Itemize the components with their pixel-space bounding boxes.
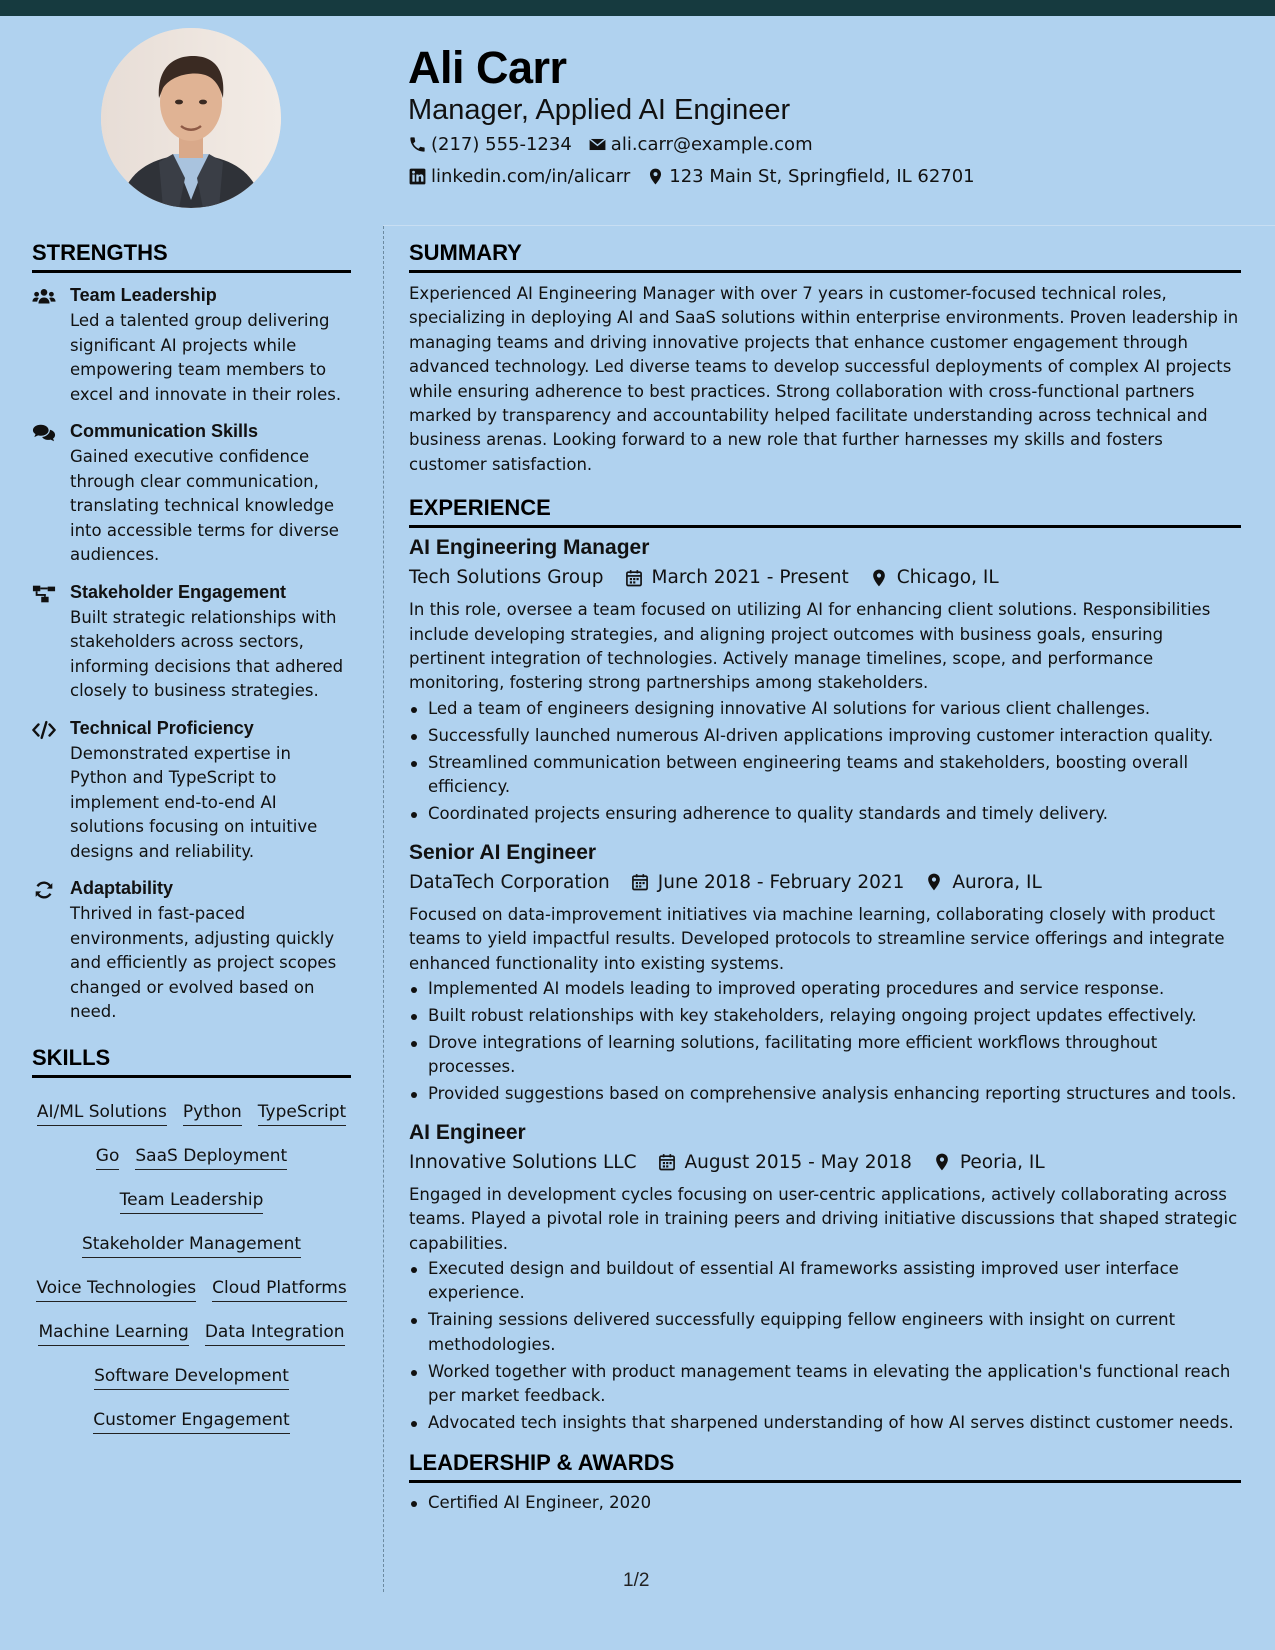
skill-tag: Customer Engagement [93,1401,289,1434]
skill-tag: Voice Technologies [36,1269,196,1302]
strength-desc: Thrived in fast-paced environments, adjusting quickly and efficiently as project scopes changed or evolved based on need. [70,904,337,1021]
job-entry [409,1121,1241,1436]
map-marker-icon [869,568,889,588]
strengths-heading: STRENGTHS [32,240,351,273]
skill-tag: Go [96,1137,120,1170]
users-icon [32,285,58,407]
contact-row-2 [408,166,975,187]
job-bullets [409,697,1241,827]
experience-list [409,536,1241,1435]
job-bullet: Worked together with product management teams in elevating the application's functional reach per market feedback. [409,1360,1241,1409]
job-bullet: Executed design and buildout of essential AI frameworks assisting improved user interface experience. [409,1257,1241,1306]
left-column [32,240,351,1440]
calendar-icon [630,872,650,892]
company-name: Tech Solutions Group [409,567,604,589]
page-number: 1/2 [623,1570,650,1591]
job-bullets [409,977,1241,1107]
skill-tag: AI/ML Solutions [37,1093,167,1126]
candidate-title: Manager, Applied AI Engineer [408,94,791,126]
job-bullet: Provided suggestions based on comprehensive analysis enhancing reporting structures and tools. [409,1082,1241,1106]
right-column [409,240,1241,1518]
strengths-list [32,285,351,1025]
contact-row-1 [408,134,813,155]
strength-name: Adaptability [70,878,174,898]
column-divider [383,226,384,1592]
leadership-heading: LEADERSHIP & AWARDS [409,1450,1241,1483]
job-meta [409,567,1241,588]
job-bullet: Led a team of engineers designing innovative AI solutions for various client challenges. [409,697,1241,721]
strength-desc: Demonstrated expertise in Python and TypeScript to implement end-to-end AI solutions focusing on intuitive designs and reliability. [70,743,318,861]
map-marker-icon [932,1152,952,1172]
company-name: DataTech Corporation [409,871,610,893]
strength-name: Technical Proficiency [70,717,254,738]
job-dates: August 2015 - May 2018 [684,1151,912,1173]
skills-list [32,1088,351,1440]
job-meta [409,1152,1241,1173]
skill-tag: Software Development [94,1357,289,1390]
calendar-icon [657,1152,677,1172]
skill-tag: TypeScript [258,1093,346,1126]
job-entry [409,536,1241,826]
strength-item [32,878,351,1025]
job-bullet: Successfully launched numerous AI-driven applications improving customer interaction quality. [409,724,1241,748]
skill-tag: Python [183,1093,242,1126]
strength-item [32,285,351,407]
job-bullet: Streamlined communication between engineering teams and stakeholders, boosting overall efficiency. [409,751,1241,800]
address-text: 123 Main St, Springfield, IL 62701 [669,166,975,187]
job-description: In this role, oversee a team focused on utilizing AI for enhancing client solutions. Responsibilities include developing strategies, and aligning project outcomes with business goals, ensuring pertinent integration of technologies. Actively manage timelines, scope, and performance monitoring, fostering strong partnerships among stakeholders. [409,600,1211,693]
email-text: ali.carr@example.com [610,134,813,155]
contact-linkedin[interactable] [408,166,630,187]
skill-tag: Data Integration [205,1313,345,1346]
comments-icon [32,421,58,568]
strength-name: Stakeholder Engagement [70,581,287,602]
job-title: AI Engineering Manager [409,536,650,560]
profile-photo [101,28,281,208]
job-description: Engaged in development cycles focusing on user-centric applications, actively collaborating across teams. Played a pivotal role in training peers and driving initiative discussions that shaped strategic capabilities. [409,1184,1238,1253]
job-entry [409,841,1241,1107]
award-item: Certified AI Engineer, 2020 [409,1491,1241,1515]
job-description: Focused on data-improvement initiatives via machine learning, collaborating closely with product teams to yield impactful results. Developed protocols to streamline service offerings and integrate enhanced functionality into existing systems. [409,904,1225,973]
job-bullet: Training sessions delivered successfully equipping fellow engineers with insight on current methodologies. [409,1308,1241,1357]
strength-item [32,582,351,704]
job-title: Senior AI Engineer [409,840,597,864]
company-name: Innovative Solutions LLC [409,1151,637,1173]
skill-tag: Machine Learning [38,1313,188,1346]
job-location: Chicago, IL [896,567,999,589]
skills-heading: SKILLS [32,1045,351,1078]
sitemap-icon [32,582,58,704]
job-dates: March 2021 - Present [651,567,849,589]
strength-item [32,718,351,865]
phone-icon [408,135,427,154]
job-bullet: Drove integrations of learning solutions, facilitating more efficient workflows throughout processes. [409,1031,1241,1080]
leadership-list [409,1491,1241,1515]
calendar-icon [624,568,644,588]
strength-name: Communication Skills [70,421,259,441]
job-bullet: Advocated tech insights that sharpened understanding of how AI serves distinct customer needs. [409,1411,1241,1435]
strength-desc: Built strategic relationships with stakeholders across sectors, informing decisions that adhered closely to business strategies. [70,607,344,700]
phone-text: (217) 555-1234 [431,134,572,155]
job-title: AI Engineer [409,1120,526,1144]
skill-tag: Team Leadership [120,1181,264,1214]
job-bullets [409,1257,1241,1436]
contact-phone[interactable] [408,134,572,155]
job-dates: June 2018 - February 2021 [657,871,905,893]
job-location: Aurora, IL [952,871,1042,893]
code-icon [32,718,58,865]
skill-tag: SaaS Deployment [135,1137,287,1170]
contact-email[interactable] [588,134,813,155]
map-marker-icon [924,872,944,892]
job-meta [409,872,1241,893]
strength-item [32,421,351,568]
top-bar [0,0,1275,16]
strength-name: Team Leadership [70,285,217,305]
envelope-icon [588,135,607,154]
experience-heading: EXPERIENCE [409,495,1241,528]
skill-tag: Cloud Platforms [212,1269,347,1302]
sync-icon [32,878,58,1025]
job-bullet: Coordinated projects ensuring adherence to quality standards and timely delivery. [409,802,1241,826]
job-location: Peoria, IL [959,1151,1045,1173]
linkedin-text: linkedin.com/in/alicarr [431,166,631,187]
header-divider [383,225,1275,226]
job-bullet: Built robust relationships with key stakeholders, relaying ongoing project updates effectively. [409,1004,1241,1028]
candidate-name: Ali Carr [408,42,567,93]
summary-heading: SUMMARY [409,240,1241,273]
job-bullet: Implemented AI models leading to improved operating procedures and service response. [409,977,1241,1001]
contact-address [646,166,974,187]
skill-tag: Stakeholder Management [82,1225,301,1258]
linkedin-icon [408,167,427,186]
map-marker-icon [646,167,665,186]
strength-desc: Led a talented group delivering significant AI projects while empowering team members to excel and innovate in their roles. [70,311,342,404]
strength-desc: Gained executive confidence through clear communication, translating technical knowledge into accessible terms for diverse audiences. [70,447,339,564]
summary-text: Experienced AI Engineering Manager with over 7 years in customer-focused technical roles, specializing in deploying AI and SaaS solutions within enterprise environments. Proven leadership in managing teams and driving innovative projects that enhance customer engagement through advanced technology. Led diverse teams to develop successful deployments of complex AI projects while ensuring adherence to best practices. Strong collaboration with cross-functional partners marked by transparency and accountability helped facilitate understanding across technical and business arenas. Looking forward to a new role that further harnesses my skills and fosters customer satisfaction. [409,284,1239,474]
